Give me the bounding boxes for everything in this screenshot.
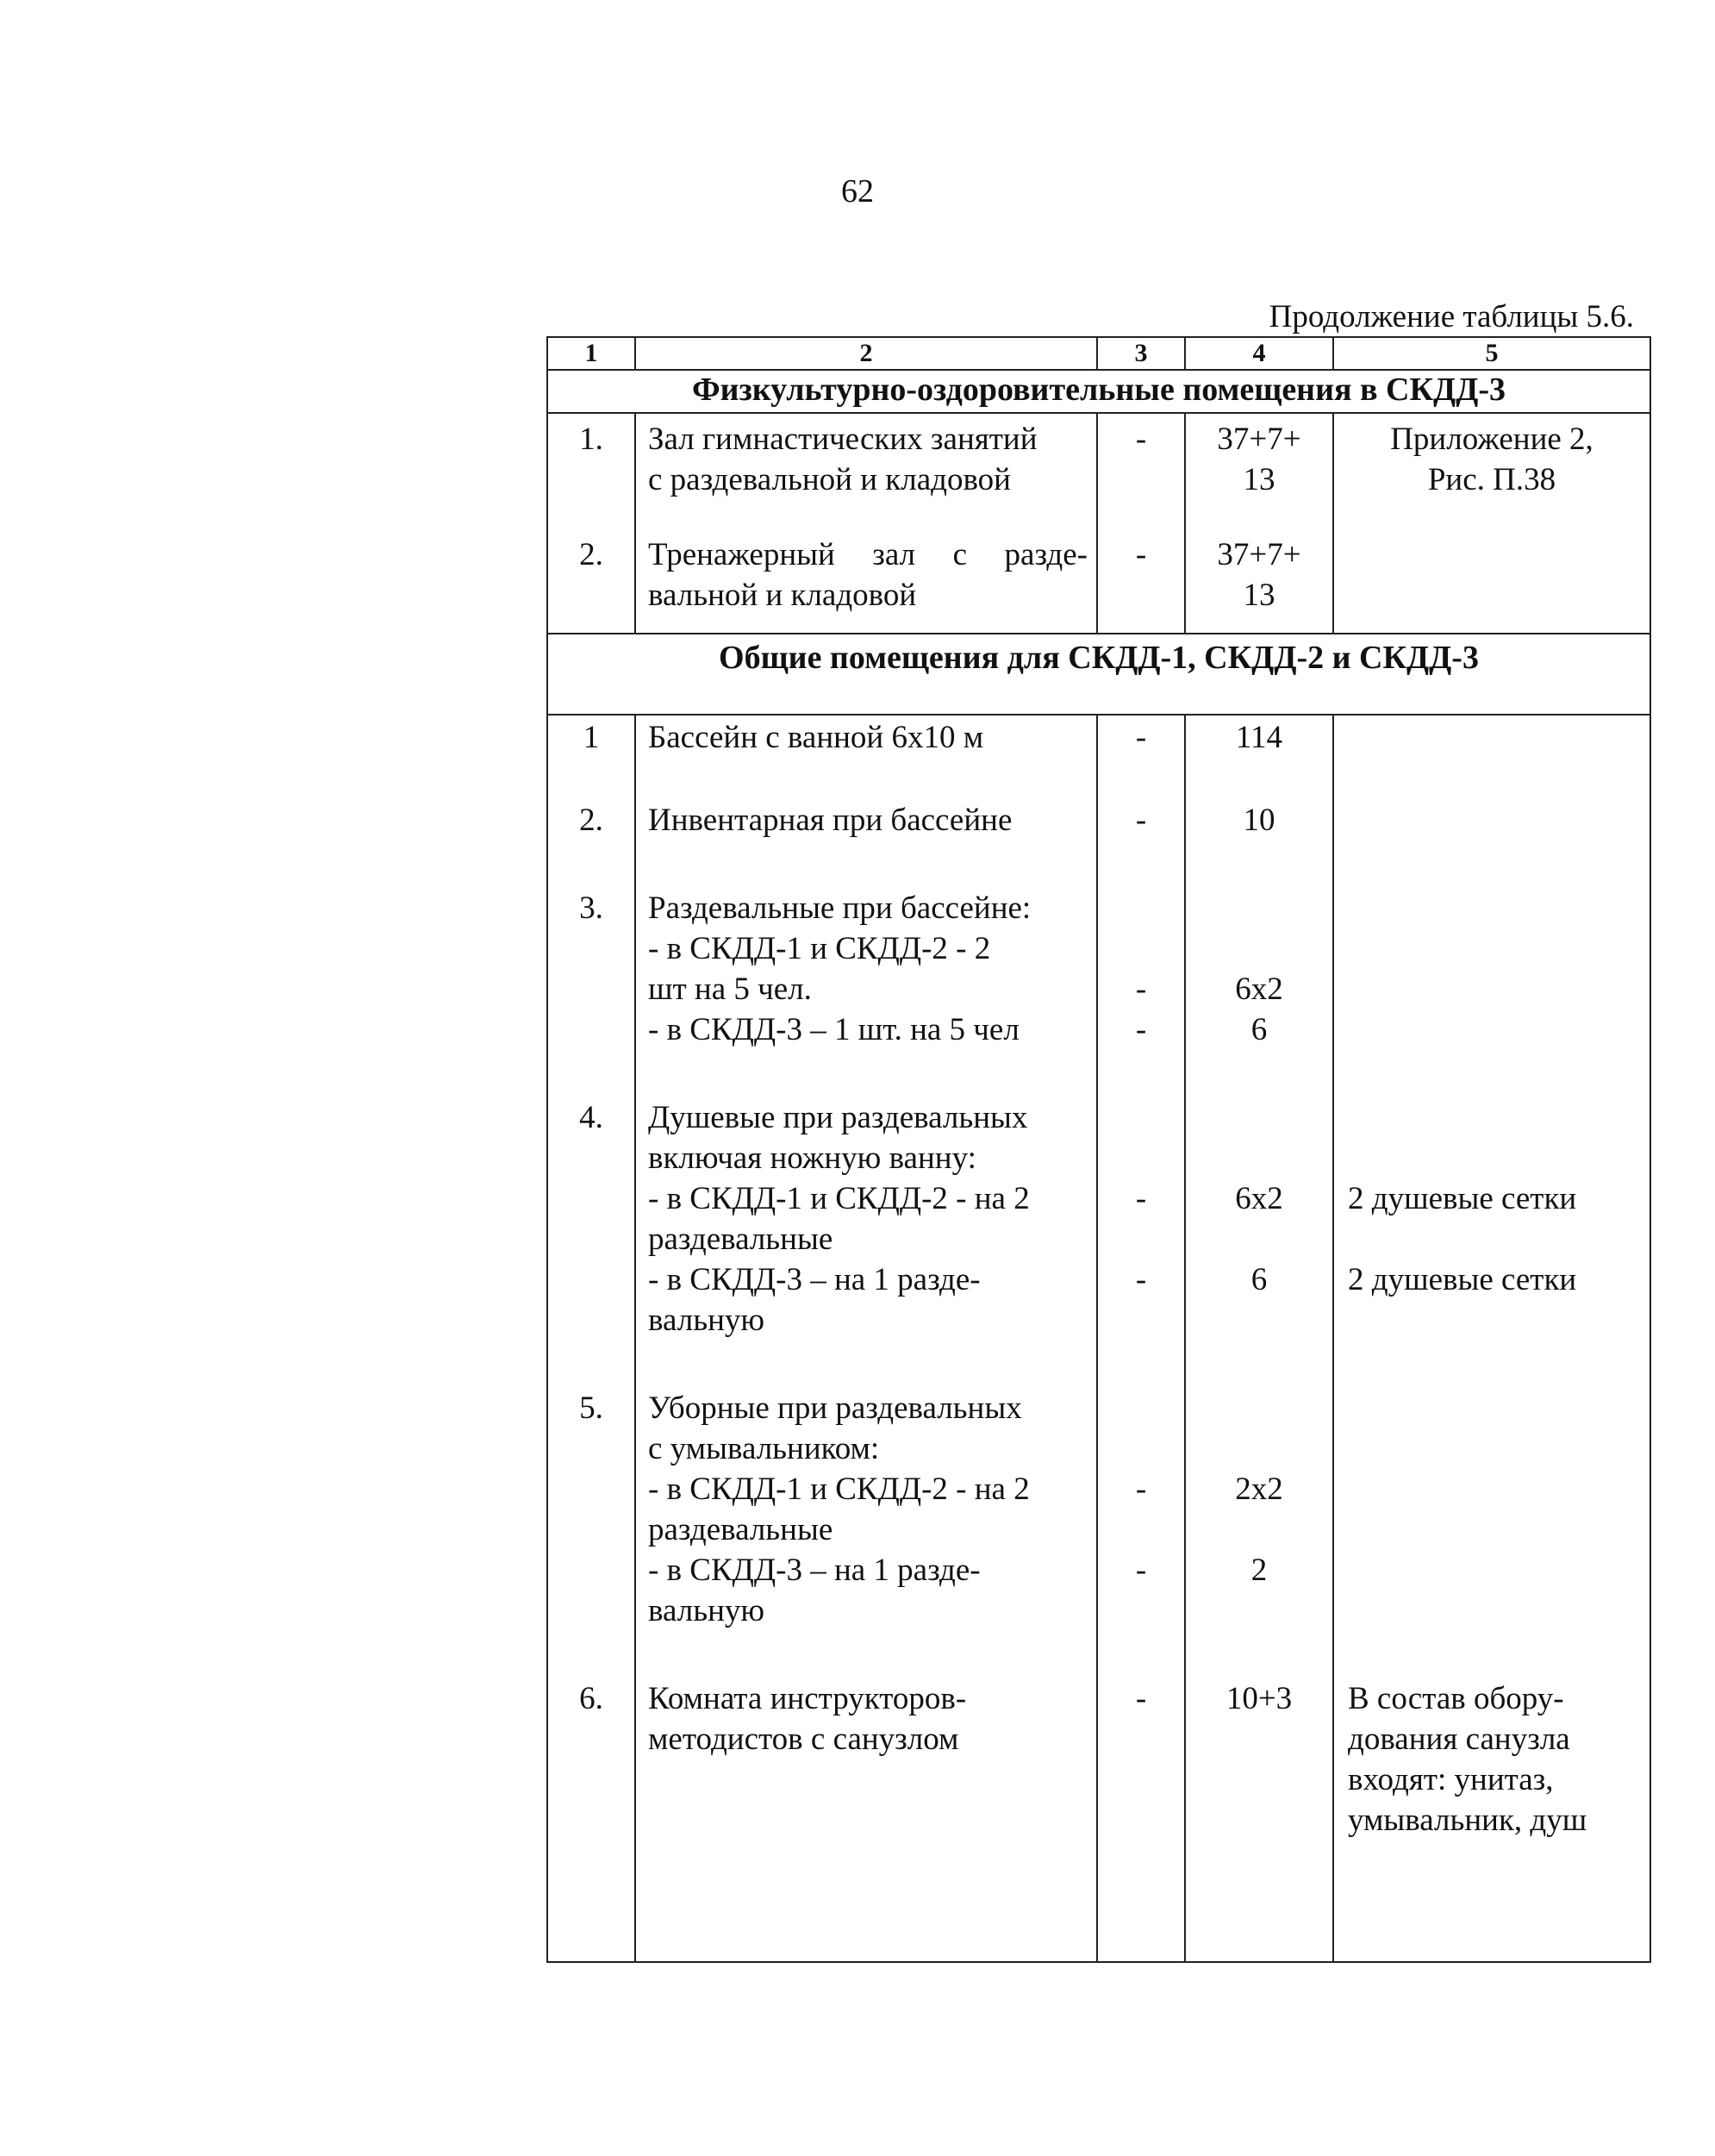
room-name-line: раздевальные [648,1512,833,1547]
row-number: 6. [547,1672,635,1962]
room-name-line: Бассейн с ванной 6х10 м [648,720,984,755]
col3-value-line: - [1135,972,1147,1007]
area-value-line [1186,1300,1332,1340]
area-value-line: 13 [1243,462,1275,497]
col3-value-line: - [1135,1472,1147,1507]
col3-value-line: - [1135,1553,1147,1588]
col3-value [1097,1672,1185,1962]
section-2-rows [547,715,1650,1962]
area-value-line [1186,1590,1332,1631]
note [1333,1672,1650,1962]
col3-value-line [1098,888,1184,928]
room-name-line: Инвентарная при бассейне [648,803,1013,838]
note-line: В состав обору- [1348,1681,1564,1716]
section-1-rows [547,413,1650,634]
room-name-line: - в СКДД-1 и СКДД-2 - на 2 [648,1181,1030,1216]
area-value [1185,517,1333,634]
header-cell: 4 [1185,337,1333,370]
area-value-line: 114 [1235,720,1283,755]
area-value [1185,715,1333,798]
room-name [635,413,1097,517]
room-name-line: Раздевальные при бассейне: [648,891,1032,926]
col3-value-line: - [1135,1012,1147,1047]
note-line [1348,1097,1650,1138]
area-value-line [1186,1219,1332,1259]
col3-value-line [1098,1219,1184,1259]
note-line [1348,1138,1650,1178]
room-name-line: Душевые при раздевальных [648,1100,1028,1135]
col3-value-line: - [1135,537,1147,572]
table-caption: Продолжение таблицы 5.6. [1269,299,1634,334]
area-value [1185,1381,1333,1672]
area-value-line [1186,928,1332,969]
page-number: 62 [841,173,874,209]
room-name-line: включая ножную ванну: [648,1140,976,1176]
room-name [635,517,1097,634]
header-cell: 3 [1097,337,1185,370]
room-name-line: - в СКДД-1 и СКДД-2 - 2 [648,931,991,966]
table-row [547,715,1650,798]
col3-value [1097,413,1185,517]
col3-value-line [1098,1300,1184,1340]
table-row [547,1090,1650,1381]
section-title: Общие помещения для СКДД-1, СКДД-2 и СКДД-3 [547,634,1650,715]
row-number: 1. [547,413,635,517]
section-title: Физкультурно-оздоровительные помещения в СКДД-3 [547,370,1650,413]
col3-value [1097,1381,1185,1672]
note-line [1348,1300,1650,1340]
note-line: 2 душевые сетки [1348,1262,1577,1297]
area-value-line [1186,1097,1332,1138]
room-name [635,1672,1097,1962]
note [1333,517,1650,634]
room-name [635,798,1097,881]
area-value-line: 10+3 [1225,1681,1293,1716]
col3-value [1097,1090,1185,1381]
col3-value-line: - [1135,422,1147,457]
row-number: 4. [547,1090,635,1381]
col3-value [1097,517,1185,634]
note-line: 2 душевые сетки [1348,1181,1577,1216]
area-value-line: 2 [1250,1553,1268,1588]
table-row [547,517,1650,634]
room-name [635,715,1097,798]
table-row [547,1381,1650,1672]
area-value [1185,798,1333,881]
room-name-line: - в СКДД-3 – 1 шт. на 5 чел [648,1012,1020,1047]
area-value-line: 13 [1243,578,1275,613]
col3-value-line: - [1135,1681,1147,1716]
area-value [1185,881,1333,1090]
area-value [1185,1672,1333,1962]
room-name [635,1381,1097,1672]
room-name-line: - в СКДД-1 и СКДД-2 - на 2 [648,1472,1030,1507]
room-name-line: Тренажерный зал с разде- [648,537,1088,572]
table-row [547,881,1650,1090]
row-number: 1 [547,715,635,798]
area-value-line: 6х2 [1235,972,1283,1007]
header-cell: 5 [1333,337,1650,370]
col3-value-line: - [1135,803,1147,838]
section-row [547,634,1650,715]
room-name-line: Уборные при раздевальных [648,1390,1022,1426]
area-value-line [1186,888,1332,928]
room-name-line: Зал гимнастических занятий [648,422,1038,457]
col3-value-line: - [1135,1262,1147,1297]
room-name-line: раздевальные [648,1222,833,1257]
note [1333,798,1650,881]
col3-value [1097,798,1185,881]
area-value-line [1186,1138,1332,1178]
note [1333,413,1650,517]
col3-value-line: - [1135,1181,1147,1216]
area-value-line: 6 [1250,1012,1268,1047]
row-number: 2. [547,798,635,881]
area-value [1185,413,1333,517]
area-value [1185,1090,1333,1381]
col3-value-line: - [1135,720,1147,755]
room-name [635,1090,1097,1381]
area-value-line: 2х2 [1235,1472,1283,1507]
note [1333,881,1650,1090]
table-row [547,798,1650,881]
area-value-line [1186,1428,1332,1469]
table-row [547,413,1650,517]
room-name-line: - в СКДД-3 – на 1 разде- [648,1553,981,1588]
area-value-line: 6 [1250,1262,1268,1297]
row-number: 3. [547,881,635,1090]
area-value-line: 6х2 [1235,1181,1283,1216]
note-line: умывальник, душ [1348,1803,1587,1838]
section-row [547,370,1650,413]
note-line: входят: унитаз, [1348,1762,1554,1797]
col3-value [1097,715,1185,798]
col3-value-line [1098,928,1184,969]
room-name-line: с умывальником: [648,1431,880,1466]
rooms-table [546,336,1651,1963]
room-name-line: с раздевальной и кладовой [648,462,1011,497]
note-line: Приложение 2, [1390,422,1593,457]
row-number: 2. [547,517,635,634]
note-line [1348,1219,1650,1259]
room-name-line: Комната инструкторов- [648,1681,967,1716]
note-line: дования санузла [1348,1722,1570,1757]
note-line: Рис. П.38 [1427,462,1556,497]
room-name-line: методистов с санузлом [648,1722,959,1757]
col3-value-line [1098,1388,1184,1428]
col3-value [1097,881,1185,1090]
note [1333,715,1650,798]
area-value-line: 10 [1243,803,1275,838]
col3-value-line [1098,1428,1184,1469]
room-name-line: шт на 5 чел. [648,972,812,1007]
note [1333,1381,1650,1672]
table-row [547,1672,1650,1962]
room-name-line: вальную [648,1303,765,1338]
col3-value-line [1098,1097,1184,1138]
area-value-line: 37+7+ [1217,537,1301,572]
area-value-line [1186,1388,1332,1428]
header-cell: 1 [547,337,635,370]
col3-value-line [1098,1509,1184,1550]
header-cell: 2 [635,337,1097,370]
room-name-line: вальную [648,1593,765,1628]
room-name-line: - в СКДД-3 – на 1 разде- [648,1262,981,1297]
col3-value-line [1098,1138,1184,1178]
note [1333,1090,1650,1381]
header-row [547,337,1650,370]
row-number: 5. [547,1381,635,1672]
col3-value-line [1098,1590,1184,1631]
room-name-line: вальной и кладовой [648,578,917,613]
room-name [635,881,1097,1090]
area-value-line [1186,1509,1332,1550]
area-value-line: 37+7+ [1217,422,1301,457]
